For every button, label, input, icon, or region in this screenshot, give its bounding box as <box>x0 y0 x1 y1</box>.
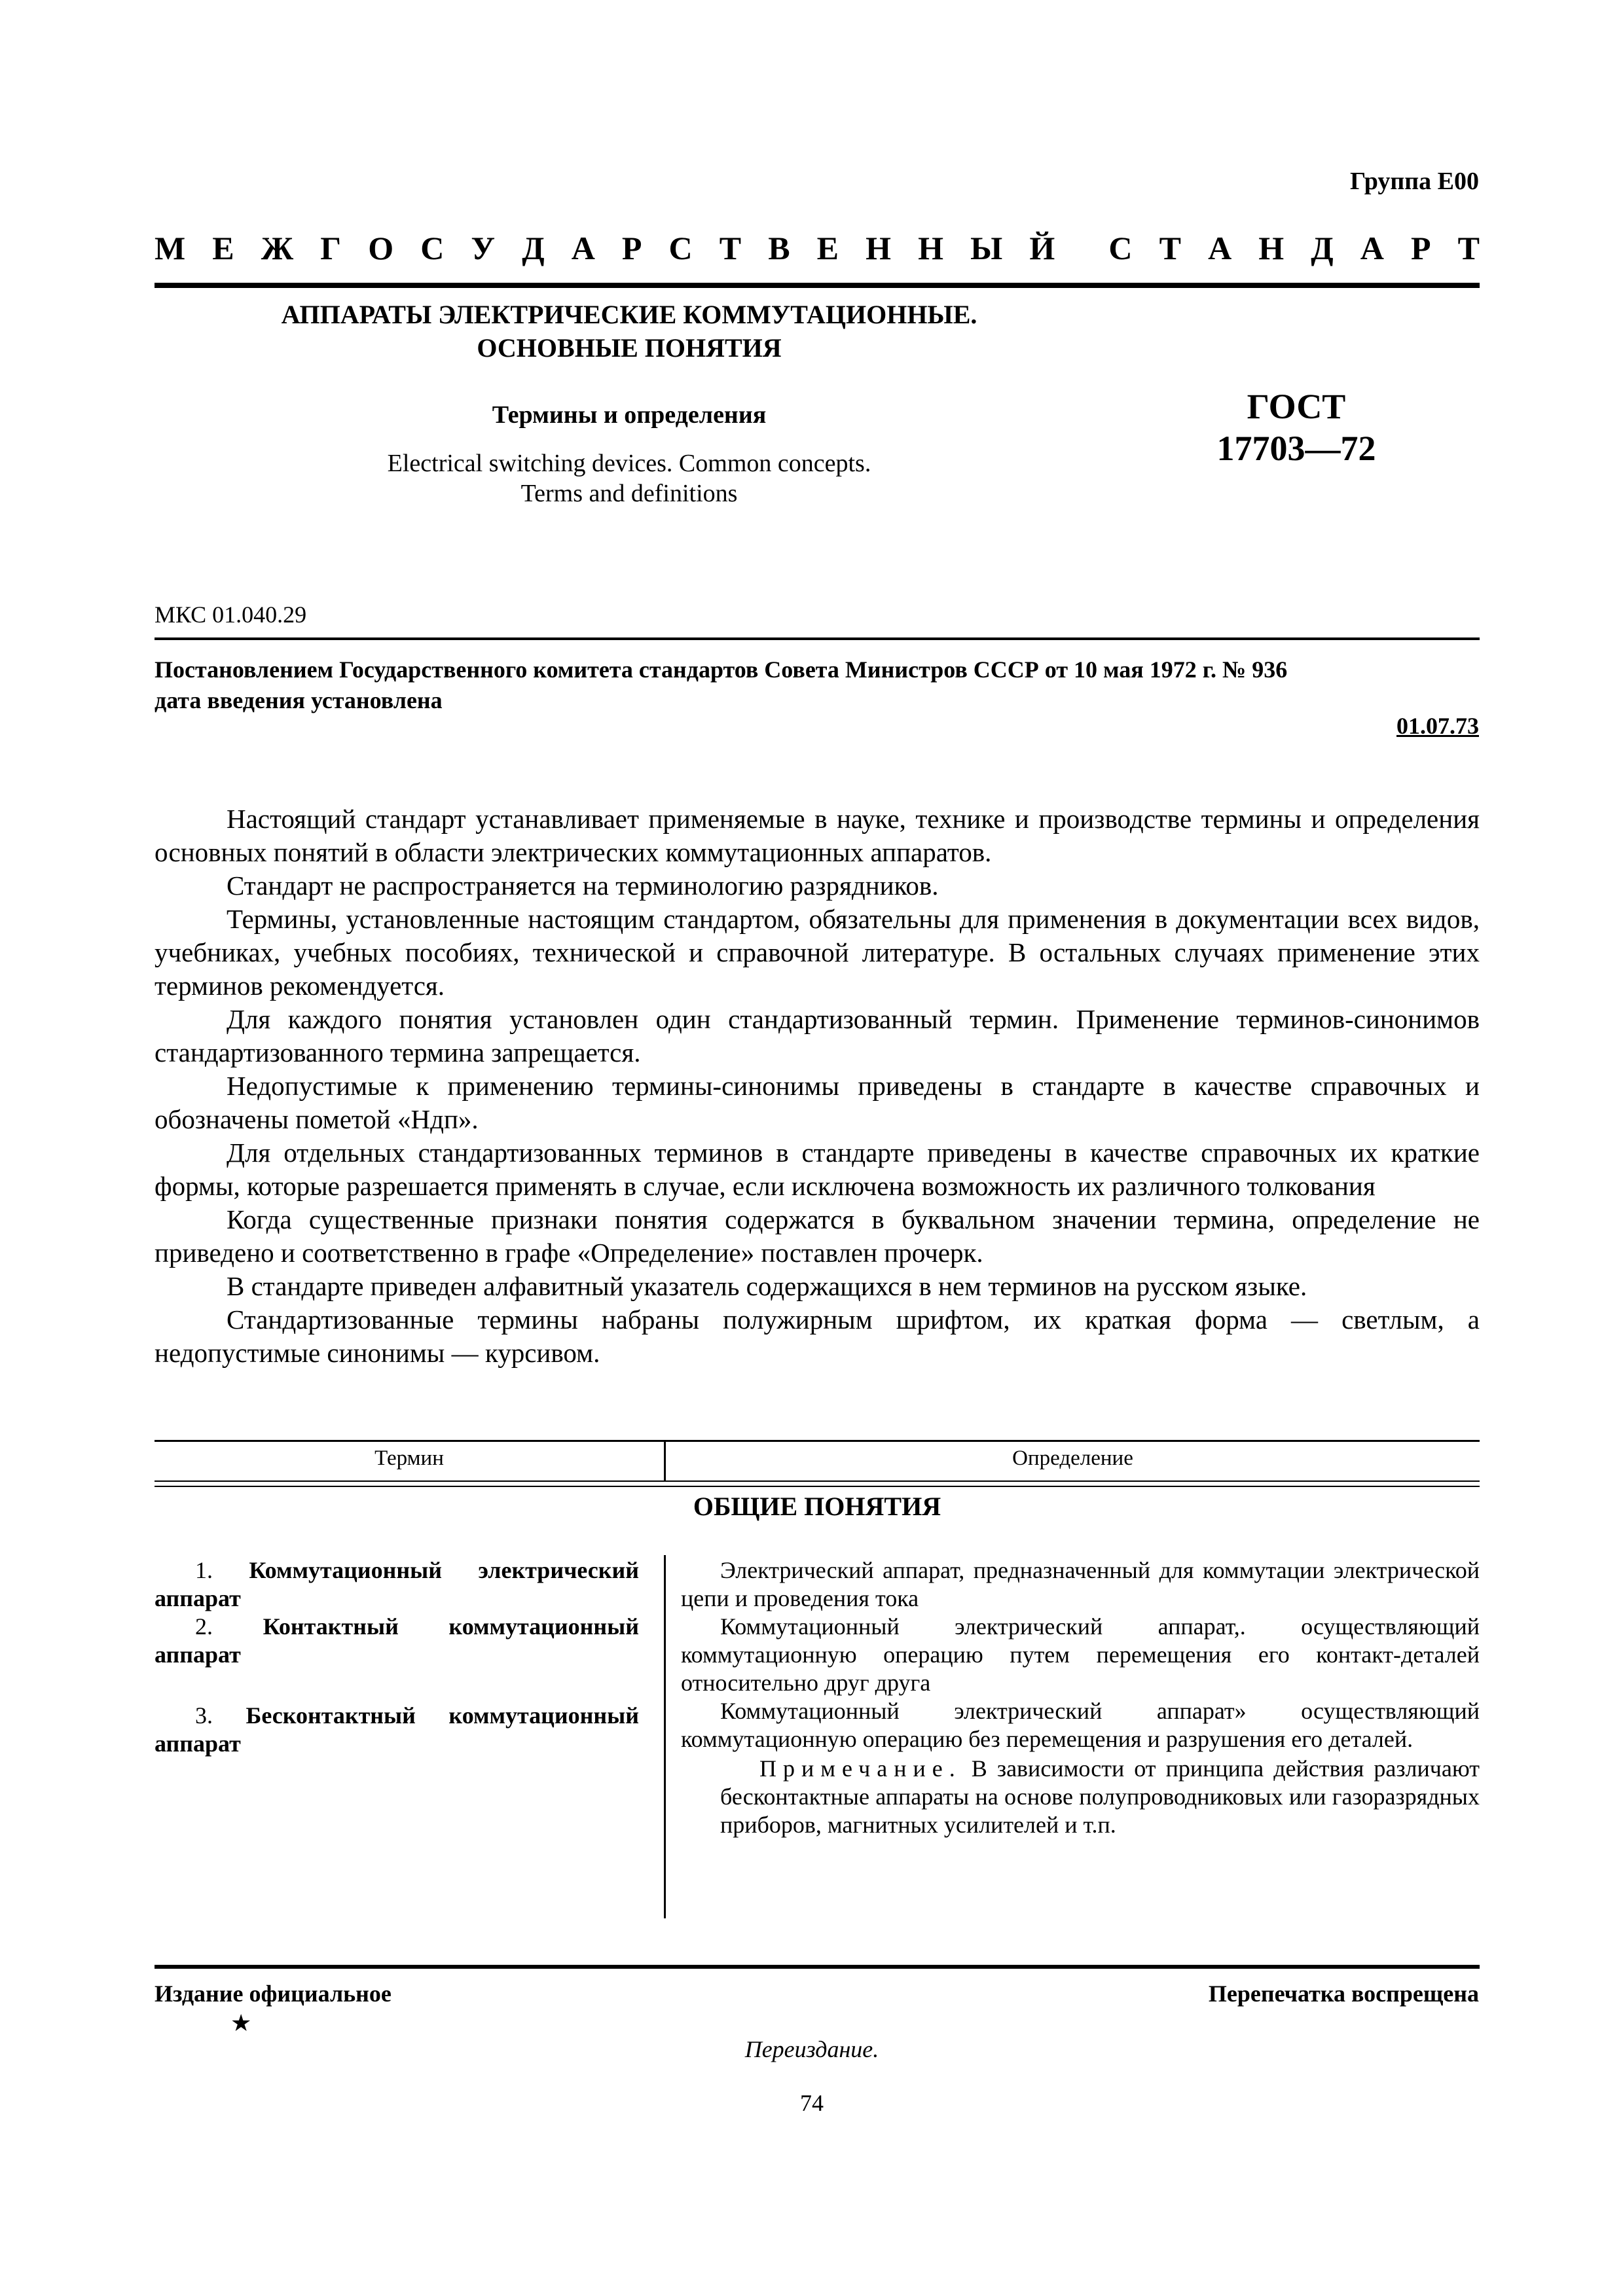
heading-letter: Д <box>1311 230 1334 266</box>
decree-text <box>155 655 1480 716</box>
note-label: Примечание. <box>759 1755 962 1782</box>
table-row <box>155 1556 639 1613</box>
heading-letter: Н <box>866 230 892 266</box>
column-header-definition: Определение <box>1012 1446 1133 1470</box>
heading-letter: М <box>155 230 186 266</box>
definition-text: Электрический аппарат, предназначенный для коммутации электрической цепи и проведения тока <box>681 1557 1480 1611</box>
star-icon: ★ <box>230 2010 252 2036</box>
reprint-prohibited: Перепечатка воспрещена <box>1208 1981 1479 2007</box>
reissue-note: Переиздание. <box>744 2036 879 2062</box>
official-edition: Издание официальное <box>155 1981 392 2007</box>
heading-letter: Ы <box>970 230 1003 266</box>
heading-letter: С <box>420 230 445 266</box>
table-head-rule-2 <box>155 1486 1480 1487</box>
standard-type-heading <box>155 229 1480 267</box>
intro-paragraph: Стандарт не распространяется на терминологию разрядников. <box>227 870 939 901</box>
header-rule <box>155 283 1480 288</box>
definition-note <box>720 1755 1480 1839</box>
intro-paragraph: Для отдельных стандартизованных терминов в стандарте приведены в качестве справочных их краткие формы, которые разрешается применять в случае, если исключена возможность их различного толкования <box>155 1138 1480 1201</box>
intro-paragraph: Настоящий стандарт устанавливает применяемые в науке, технике и производстве термины и определения основных понятий в области электрических коммутационных аппаратов. <box>155 804 1480 867</box>
intro-paragraph: Когда существенные признаки понятия содержатся в буквальном значении термина, определение не приведено и соответственно в графе «Определение» поставлен прочерк. <box>155 1204 1480 1268</box>
english-title <box>155 449 1104 509</box>
term-number: 2. <box>195 1613 213 1640</box>
heading-letter: Т <box>719 230 742 266</box>
gost-designation <box>1113 386 1480 469</box>
page-number: 74 <box>800 2090 824 2116</box>
note-text: В зависимости от принципа действия различают бесконтактные аппараты на основе полупроводниковых или газоразрядных приборов, магнитных усилителей и т.п. <box>720 1755 1480 1838</box>
intro-paragraph: Для каждого понятия установлен один стандартизованный термин. Применение терминов-синонимов стандартизованного термина запрещается. <box>155 1004 1480 1067</box>
heading-letter: А <box>1360 230 1384 266</box>
term-text: Бесконтактный коммутационный аппарат <box>155 1702 639 1757</box>
title-line-1: АППАРАТЫ ЭЛЕКТРИЧЕСКИЕ КОММУТАЦИОННЫЕ. <box>281 300 977 329</box>
intro-paragraph: Недопустимые к применению термины-синонимы приведены в стандарте в качестве справочных и обозначены пометой «Ндп». <box>155 1071 1480 1134</box>
table-top-rule <box>155 1440 1480 1442</box>
decree-line-1: Постановлением Государственного комитета стандартов Совета Министров СССР от 10 мая 1972 г. № 936 <box>155 656 1288 683</box>
table-head-rule-1 <box>155 1480 1480 1482</box>
heading-letter: С <box>1108 230 1133 266</box>
heading-letter: У <box>471 230 496 266</box>
heading-letter: Н <box>1258 230 1285 266</box>
intro-paragraph: В стандарте приведен алфавитный указатель содержащихся в нем терминов на русском языке. <box>227 1271 1307 1301</box>
column-header-term: Термин <box>374 1446 444 1470</box>
heading-letter: Р <box>621 230 642 266</box>
footer-rule <box>155 1965 1480 1969</box>
heading-letter: Т <box>1159 230 1181 266</box>
heading-letter: Ж <box>261 230 294 266</box>
english-title-line-2: Terms and definitions <box>520 479 738 507</box>
document-subtitle: Термины и определения <box>492 401 767 429</box>
definition-text: Коммутационный электрический аппарат,. осуществляющий коммутационную операцию путем перемещения его контакт-деталей относительно друг друга <box>681 1613 1480 1696</box>
table-body-divider <box>664 1555 666 1918</box>
heading-letter: А <box>571 230 595 266</box>
mks-code: МКС 01.040.29 <box>155 601 307 628</box>
heading-letter: Д <box>522 230 545 266</box>
term-text: Коммутационный электрический аппарат <box>155 1557 639 1611</box>
term-number: 3. <box>195 1702 213 1729</box>
heading-letter: С <box>668 230 693 266</box>
intro-paragraph: Термины, установленные настоящим стандартом, обязательны для применения в документации всех видов, учебниках, учебных пособиях, технической и справочной литературе. В остальных случаях применение этих терминов рекомендуется. <box>155 904 1480 1001</box>
heading-letter: Р <box>1410 230 1431 266</box>
intro-paragraph: Стандартизованные термины набраны полужирным шрифтом, их краткая форма — светлым, а недопустимые синонимы — курсивом. <box>155 1304 1480 1368</box>
heading-letter: Т <box>1457 230 1480 266</box>
introduction-date: 01.07.73 <box>1396 713 1479 739</box>
heading-letter: Е <box>212 230 234 266</box>
definition-text: Коммутационный электрический аппарат» осуществляющий коммутационную операцию без перемещения и разрушения его деталей. <box>681 1698 1480 1752</box>
heading-letter: Г <box>320 230 342 266</box>
group-code: Группа Е00 <box>1349 168 1479 195</box>
english-title-line-1: Electrical switching devices. Common concepts. <box>387 450 871 477</box>
heading-letter: А <box>1208 230 1232 266</box>
section-title: ОБЩИЕ ПОНЯТИЯ <box>693 1492 941 1521</box>
heading-letter: О <box>368 230 394 266</box>
mks-rule <box>155 637 1480 640</box>
term-number: 1. <box>195 1557 213 1583</box>
heading-letter: Й <box>1029 230 1055 266</box>
gost-label: ГОСТ <box>1247 387 1346 426</box>
document-title <box>155 298 1104 365</box>
definition-cell <box>681 1556 1480 1839</box>
heading-letter: Н <box>918 230 944 266</box>
heading-letter: Е <box>816 230 839 266</box>
table-row <box>155 1702 639 1758</box>
term-text: Контактный коммутационный аппарат <box>155 1613 640 1668</box>
heading-letter: В <box>768 230 790 266</box>
decree-line-2: дата введения установлена <box>155 687 443 713</box>
title-line-2: ОСНОВНЫЕ ПОНЯТИЯ <box>477 333 782 363</box>
intro-text <box>155 802 1480 1370</box>
table-row <box>155 1613 639 1669</box>
gost-number: 17703—72 <box>1216 428 1376 468</box>
